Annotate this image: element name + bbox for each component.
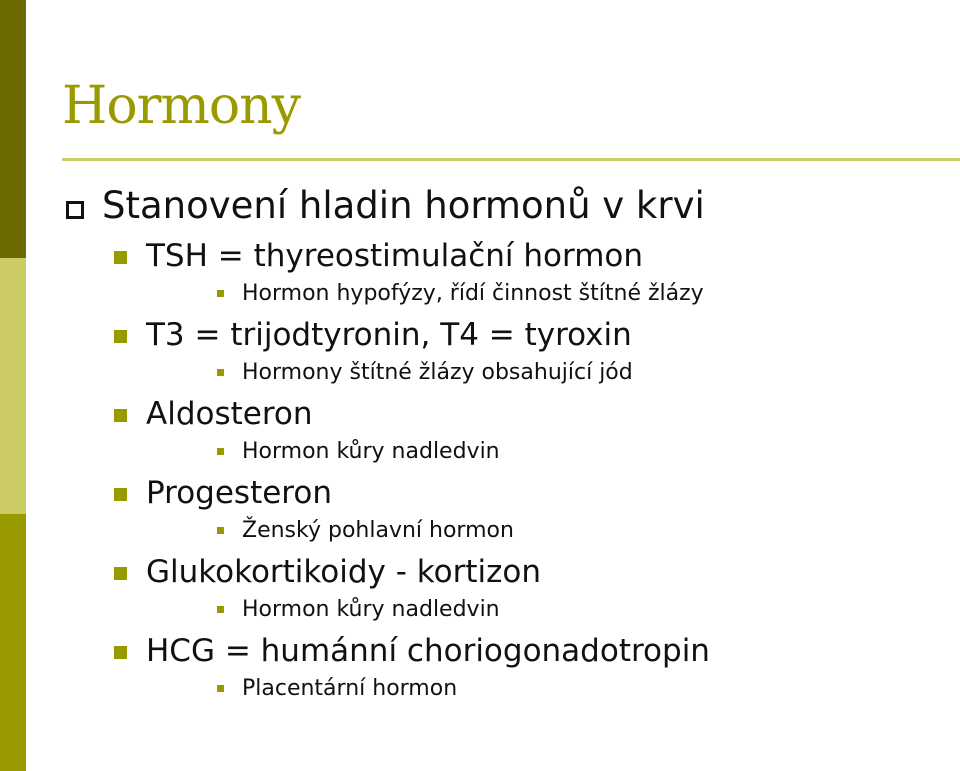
bullet-level3-text: Ženský pohlavní hormon bbox=[242, 518, 514, 543]
bullet-level3-text: Hormon kůry nadledvin bbox=[242, 597, 500, 622]
accent-bar-dark-segment bbox=[0, 0, 26, 258]
left-accent-bar bbox=[0, 0, 26, 771]
bullet-level2-text: T3 = trijodtyronin, T4 = tyroxin bbox=[146, 317, 632, 353]
bullet-level3-text: Hormon hypofýzy, řídí činnost štítné žlázy bbox=[242, 281, 704, 306]
bullet-level2-text: Aldosteron bbox=[146, 396, 313, 432]
title-divider bbox=[62, 158, 960, 161]
small-square-bullet-icon bbox=[217, 685, 224, 692]
small-square-bullet-icon bbox=[217, 527, 224, 534]
bullet-level3-text: Hormon kůry nadledvin bbox=[242, 439, 500, 464]
accent-bar-light-segment bbox=[0, 258, 26, 514]
bullet-level2-text: Glukokortikoidy - kortizon bbox=[146, 554, 541, 590]
slide-title: Hormony bbox=[62, 76, 300, 136]
hollow-square-bullet-icon bbox=[66, 201, 84, 219]
bullet-level2-text: Progesteron bbox=[146, 475, 332, 511]
bullet-level3-text: Hormony štítné žlázy obsahující jód bbox=[242, 360, 633, 385]
square-bullet-icon bbox=[114, 251, 127, 264]
square-bullet-icon bbox=[114, 646, 127, 659]
bullet-level3-text: Placentární hormon bbox=[242, 676, 458, 701]
small-square-bullet-icon bbox=[217, 606, 224, 613]
accent-bar-mid-segment bbox=[0, 514, 26, 771]
bullet-level1-text: Stanovení hladin hormonů v krvi bbox=[102, 184, 705, 227]
square-bullet-icon bbox=[114, 488, 127, 501]
square-bullet-icon bbox=[114, 330, 127, 343]
small-square-bullet-icon bbox=[217, 369, 224, 376]
square-bullet-icon bbox=[114, 409, 127, 422]
bullet-level2-text: HCG = humánní choriogonadotropin bbox=[146, 633, 710, 669]
small-square-bullet-icon bbox=[217, 448, 224, 455]
small-square-bullet-icon bbox=[217, 290, 224, 297]
square-bullet-icon bbox=[114, 567, 127, 580]
bullet-level2-text: TSH = thyreostimulační hormon bbox=[146, 238, 644, 274]
